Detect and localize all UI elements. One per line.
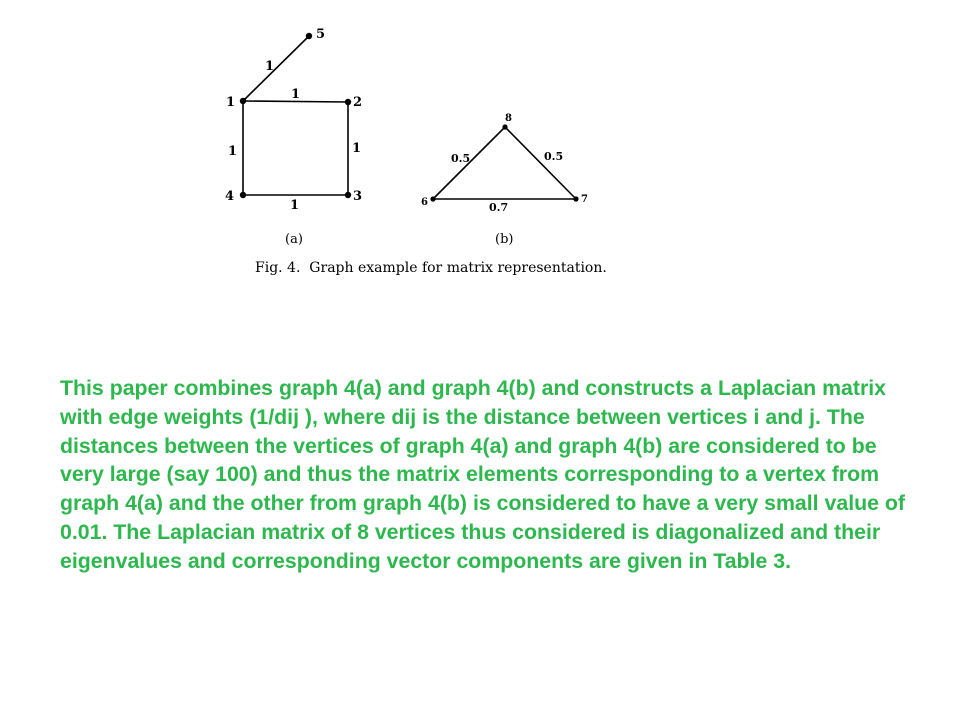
weight-label-1-4: 1	[228, 144, 238, 159]
node-5	[306, 33, 312, 39]
graph-figure	[0, 0, 960, 300]
edge-8-7	[505, 127, 576, 199]
body-paragraph: This paper combines graph 4(a) and graph 4(b) and constructs a Laplacian matrix with edge weights (1/dij ), where dij is the distance between vertices i and j. The distances between the vertices of graph 4(a) and graph 4(b) are considered to be very large (say 100) and thus the matrix elements corresponding to a vertex from graph 4(a) and the other from graph 4(b) is considered to have a very small value of 0.01. The Laplacian matrix of 8 vertices thus considered is diagonalized and their eigenvalues and corresponding vector components are given in Table 3.	[60, 376, 905, 573]
weight-label-1-5: 1	[265, 59, 275, 74]
weight-label-8-7: 0.5	[544, 150, 564, 163]
graph-a	[225, 27, 362, 247]
node-label-4: 4	[225, 189, 235, 204]
node-label-2: 2	[353, 95, 363, 110]
sublabel-a: (a)	[285, 232, 303, 247]
node-label-6: 6	[421, 197, 428, 208]
node-4	[240, 192, 246, 198]
node-label-1: 1	[226, 95, 236, 110]
node-1	[240, 98, 246, 104]
weight-label-6-8: 0.5	[451, 152, 471, 165]
node-2	[345, 99, 351, 105]
figure-caption: Fig. 4. Graph example for matrix representation.	[255, 260, 607, 276]
node-label-7: 7	[581, 194, 588, 205]
weight-label-4-3: 1	[290, 198, 300, 213]
weight-label-1-2: 1	[291, 87, 301, 102]
weight-label-6-7: 0.7	[489, 201, 509, 214]
node-3	[345, 192, 351, 198]
node-label-5: 5	[316, 27, 326, 42]
node-6	[430, 196, 435, 201]
node-label-8: 8	[505, 113, 512, 124]
weight-label-2-3: 1	[352, 141, 362, 156]
sublabel-b: (b)	[495, 232, 514, 247]
node-label-3: 3	[353, 189, 363, 204]
node-8	[502, 124, 507, 129]
graph-b	[421, 113, 588, 247]
node-7	[573, 196, 578, 201]
